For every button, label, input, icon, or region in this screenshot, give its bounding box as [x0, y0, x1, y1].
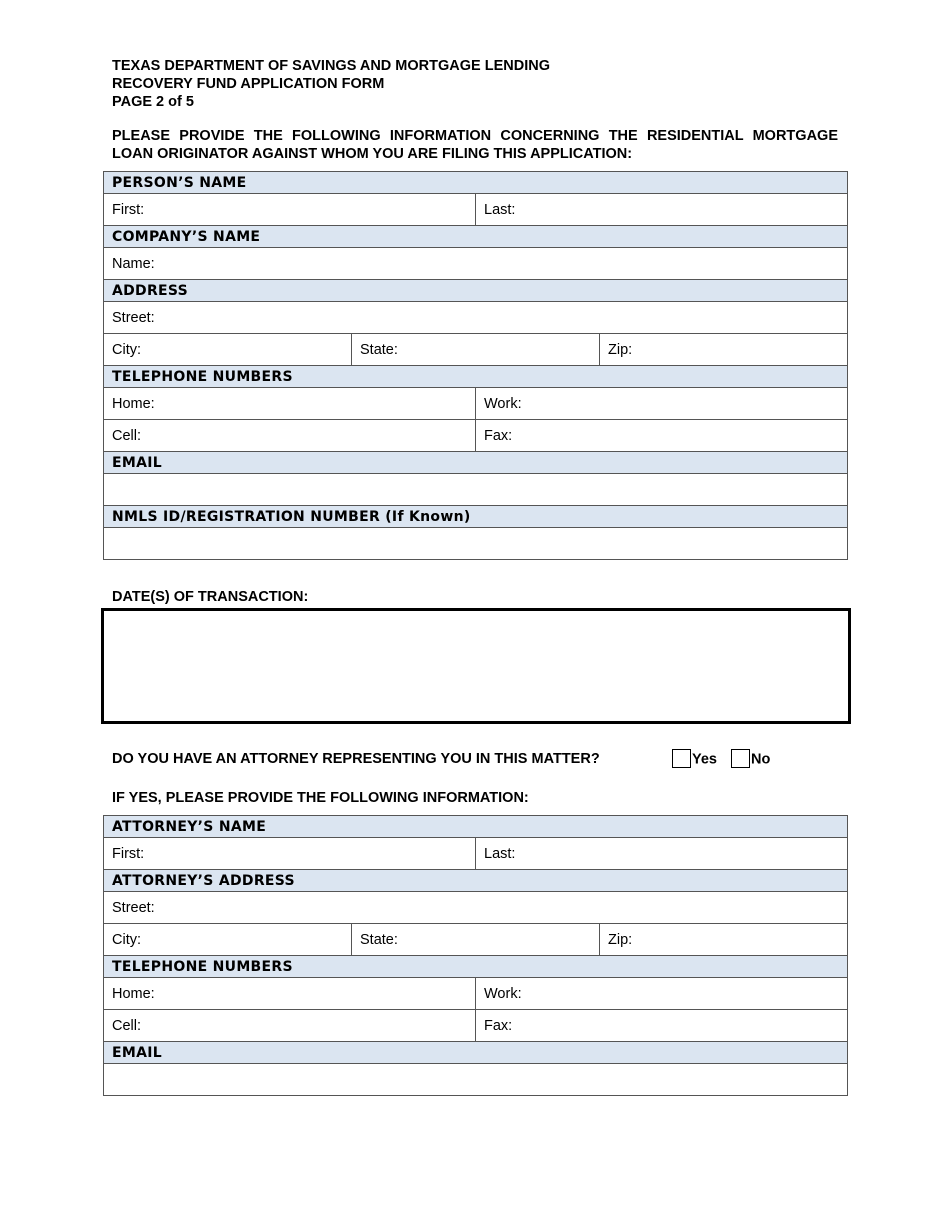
work-phone-field[interactable]: Work:: [476, 388, 848, 420]
attorney-fax-field[interactable]: Fax:: [476, 1010, 848, 1042]
home-phone-field[interactable]: Home:: [104, 388, 476, 420]
attorney-work-phone-field[interactable]: Work:: [476, 978, 848, 1010]
page-number: PAGE 2 of 5: [112, 94, 194, 110]
attorney-yes-option[interactable]: [672, 750, 717, 769]
city-field[interactable]: City:: [104, 334, 352, 366]
yes-checkbox[interactable]: [672, 749, 691, 768]
attorney-address-header: ATTORNEY’S ADDRESS: [104, 870, 848, 892]
cell-phone-field[interactable]: Cell:: [104, 420, 476, 452]
attorney-name-header: ATTORNEY’S NAME: [104, 816, 848, 838]
email-field[interactable]: [104, 474, 848, 506]
attorney-cell-phone-field[interactable]: Cell:: [104, 1010, 476, 1042]
attorney-telephone-header: TELEPHONE NUMBERS: [104, 956, 848, 978]
person-first-field[interactable]: First:: [104, 194, 476, 226]
street-field[interactable]: Street:: [104, 302, 848, 334]
nmls-header: NMLS ID/REGISTRATION NUMBER (If Known): [104, 506, 848, 528]
email-header: EMAIL: [104, 452, 848, 474]
transaction-dates-label: DATE(S) OF TRANSACTION:: [112, 589, 309, 605]
attorney-street-field[interactable]: Street:: [104, 892, 848, 924]
agency-title: TEXAS DEPARTMENT OF SAVINGS AND MORTGAGE LENDING: [112, 58, 550, 74]
person-name-header: PERSON’S NAME: [104, 172, 848, 194]
transaction-dates-box[interactable]: [101, 608, 851, 724]
attorney-no-option[interactable]: [731, 750, 770, 769]
attorney-first-field[interactable]: First:: [104, 838, 476, 870]
company-name-header: COMPANY’S NAME: [104, 226, 848, 248]
attorney-state-field[interactable]: State:: [352, 924, 600, 956]
address-header: ADDRESS: [104, 280, 848, 302]
company-name-field[interactable]: Name:: [104, 248, 848, 280]
attorney-home-phone-field[interactable]: Home:: [104, 978, 476, 1010]
document-header: [112, 57, 550, 111]
state-field[interactable]: State:: [352, 334, 600, 366]
attorney-table: [103, 815, 848, 1096]
no-label: No: [751, 751, 771, 768]
form-title: RECOVERY FUND APPLICATION FORM: [112, 76, 385, 92]
fax-field[interactable]: Fax:: [476, 420, 848, 452]
attorney-zip-field[interactable]: Zip:: [600, 924, 848, 956]
attorney-email-header: EMAIL: [104, 1042, 848, 1064]
attorney-city-field[interactable]: City:: [104, 924, 352, 956]
yes-label: Yes: [692, 751, 717, 768]
if-yes-instructions: IF YES, PLEASE PROVIDE THE FOLLOWING INFORMATION:: [112, 790, 529, 806]
attorney-email-field[interactable]: [104, 1064, 848, 1096]
no-checkbox[interactable]: [731, 749, 750, 768]
intro-instructions: PLEASE PROVIDE THE FOLLOWING INFORMATION CONCERNING THE RESIDENTIAL MORTGAGE LOAN ORIGINATOR AGAINST WHOM YOU ARE FILING THIS APPLICATION:: [112, 128, 838, 162]
telephone-header: TELEPHONE NUMBERS: [104, 366, 848, 388]
nmls-field[interactable]: [104, 528, 848, 560]
originator-table: [103, 171, 848, 560]
attorney-last-field[interactable]: Last:: [476, 838, 848, 870]
person-last-field[interactable]: Last:: [476, 194, 848, 226]
zip-field[interactable]: Zip:: [600, 334, 848, 366]
attorney-question: DO YOU HAVE AN ATTORNEY REPRESENTING YOU IN THIS MATTER?: [112, 751, 600, 767]
